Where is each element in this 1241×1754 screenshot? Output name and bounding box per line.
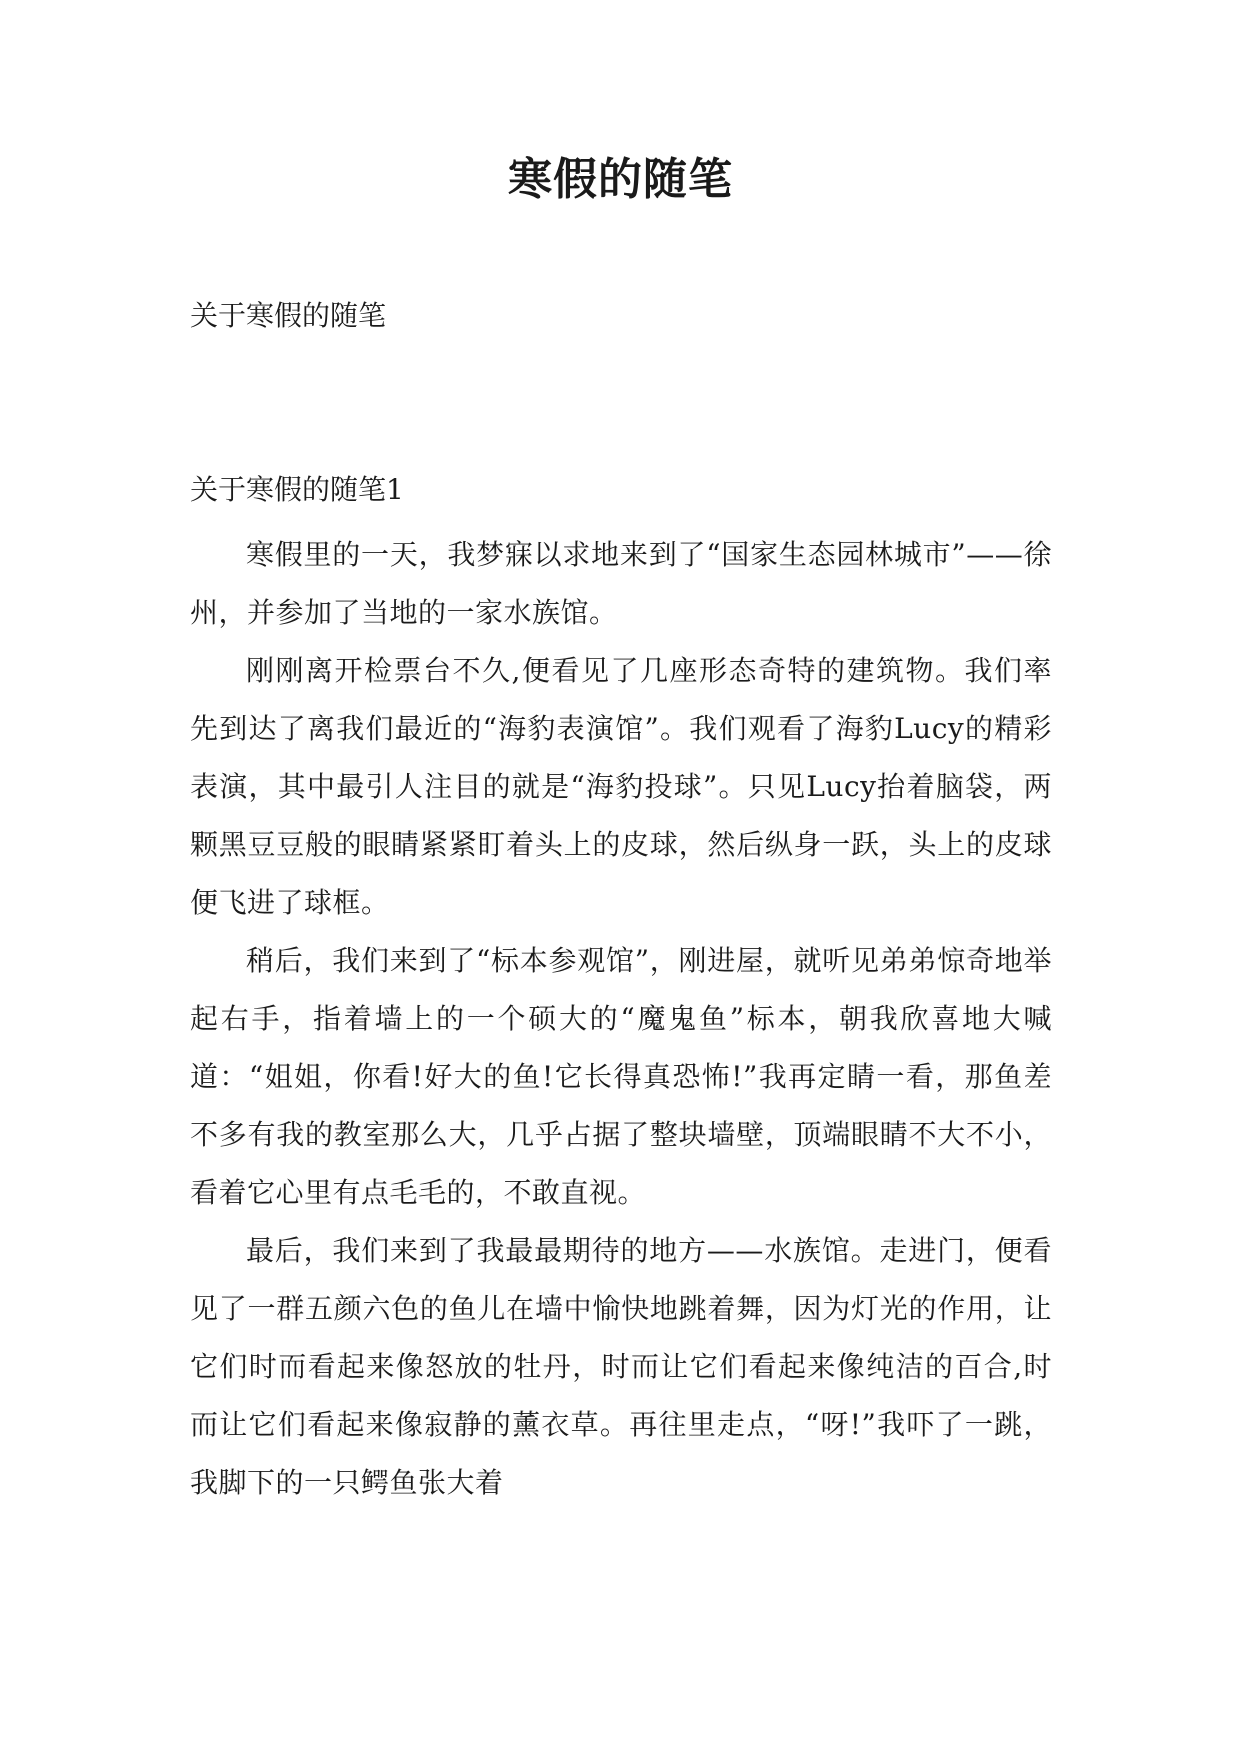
document-subtitle: 关于寒假的随笔 <box>190 299 387 332</box>
paragraph-1: 寒假里的一天，我梦寐以求地来到了“国家生态园林城市”——徐州，并参加了当地的一家水族馆。 <box>190 538 1052 629</box>
paragraph-4: 最后，我们来到了我最最期待的地方——水族馆。走进门，便看见了一群五颜六色的鱼儿在墙中愉快地跳着舞，因为灯光的作用，让它们时而看起来像怒放的牡丹，时而让它们看起来像纯洁的百合,时而让它们看起来像寂静的薰衣草。再往里走点，“呀!”我吓了一跳，我脚下的一只鳄鱼张大着 <box>190 1234 1052 1499</box>
paragraph-2: 刚刚离开检票台不久,便看见了几座形态奇特的建筑物。我们率先到达了离我们最近的“海豹表演馆”。我们观看了海豹Lucy的精彩表演，其中最引人注目的就是“海豹投球”。只见Lucy抬着脑袋，两颗黑豆豆般的眼睛紧紧盯着头上的皮球，然后纵身一跃，头上的皮球便飞进了球框。 <box>190 654 1052 919</box>
section-heading: 关于寒假的随笔1 <box>190 473 404 506</box>
body-text <box>190 526 1052 1512</box>
paragraph-3: 稍后，我们来到了“标本参观馆”，刚进屋，就听见弟弟惊奇地举起右手，指着墙上的一个硕大的“魔鬼鱼”标本，朝我欣喜地大喊道：“姐姐，你看!好大的鱼!它长得真恐怖!”我再定睛一看，那鱼差不多有我的教室那么大，几乎占据了整块墙壁，顶端眼睛不大不小，看着它心里有点毛毛的，不敢直视。 <box>190 944 1052 1209</box>
document-title: 寒假的随笔 <box>508 154 733 205</box>
